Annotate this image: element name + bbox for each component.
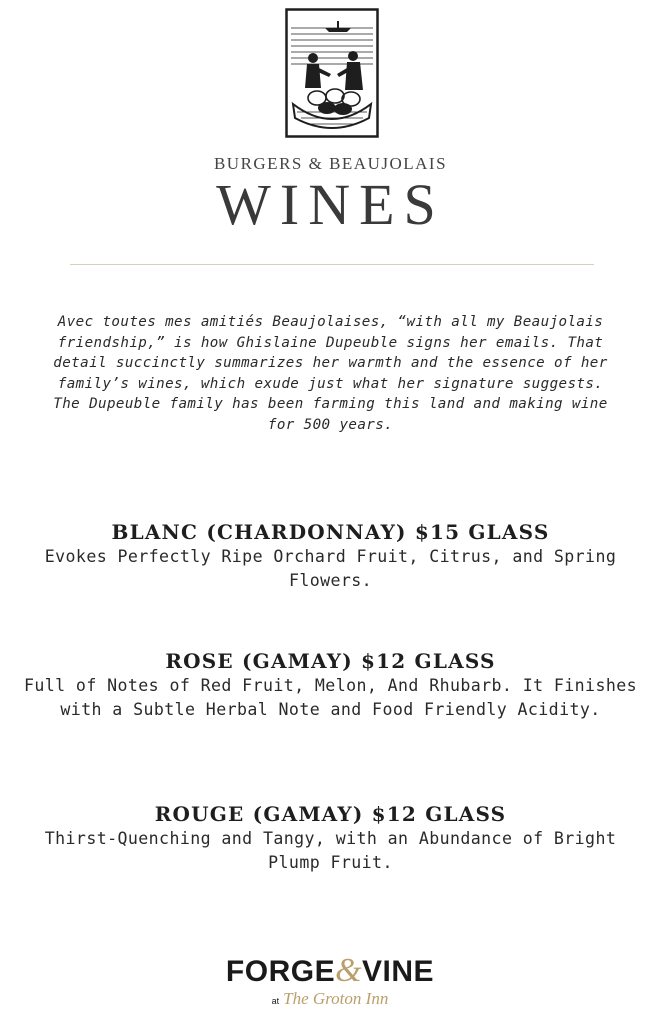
wine-name: ROUGE (GAMAY) $12 GLASS [154, 802, 507, 826]
wine-item-blanc [20, 519, 641, 593]
boat-woodcut-logo [285, 8, 379, 138]
brand-forge: FORGE [225, 955, 336, 988]
menu-subtitle: BURGERS & BEAUJOLAIS [213, 154, 448, 173]
brand-vine: VINE [362, 955, 435, 988]
wine-item-rose [20, 648, 641, 722]
brand-ampersand: & [335, 952, 363, 989]
brand-at: at [271, 996, 280, 1006]
page-title: WINES [216, 172, 445, 237]
groton-inn-logo [220, 988, 440, 1012]
title-divider [70, 264, 594, 265]
wine-description: Thirst-Quenching and Tangy, with an Abundance of Bright Plump Fruit. [44, 829, 617, 872]
intro-paragraph: Avec toutes mes amitiés Beaujolaises, “with all my Beaujolais friendship,” is how Ghislaine Dupeuble signs her emails. That detail succinctly summarizes her warmth and the essence of her family’s wines, which exude just what her signature suggests. The Dupeuble family has been farming this land and making wine for 500 years. [53, 314, 608, 433]
wine-description: Full of Notes of Red Fruit, Melon, And Rhubarb. It Finishes with a Subtle Herbal Note and Food Friendly Acidity. [23, 676, 638, 719]
wine-item-rouge [20, 801, 641, 875]
forge-vine-logo [210, 954, 450, 989]
wine-description: Evokes Perfectly Ripe Orchard Fruit, Citrus, and Spring Flowers. [44, 547, 617, 590]
brand-inn: The Groton Inn [283, 989, 389, 1008]
wine-name: ROSE (GAMAY) $12 GLASS [165, 649, 496, 673]
wine-name: BLANC (CHARDONNAY) $15 GLASS [111, 520, 550, 544]
